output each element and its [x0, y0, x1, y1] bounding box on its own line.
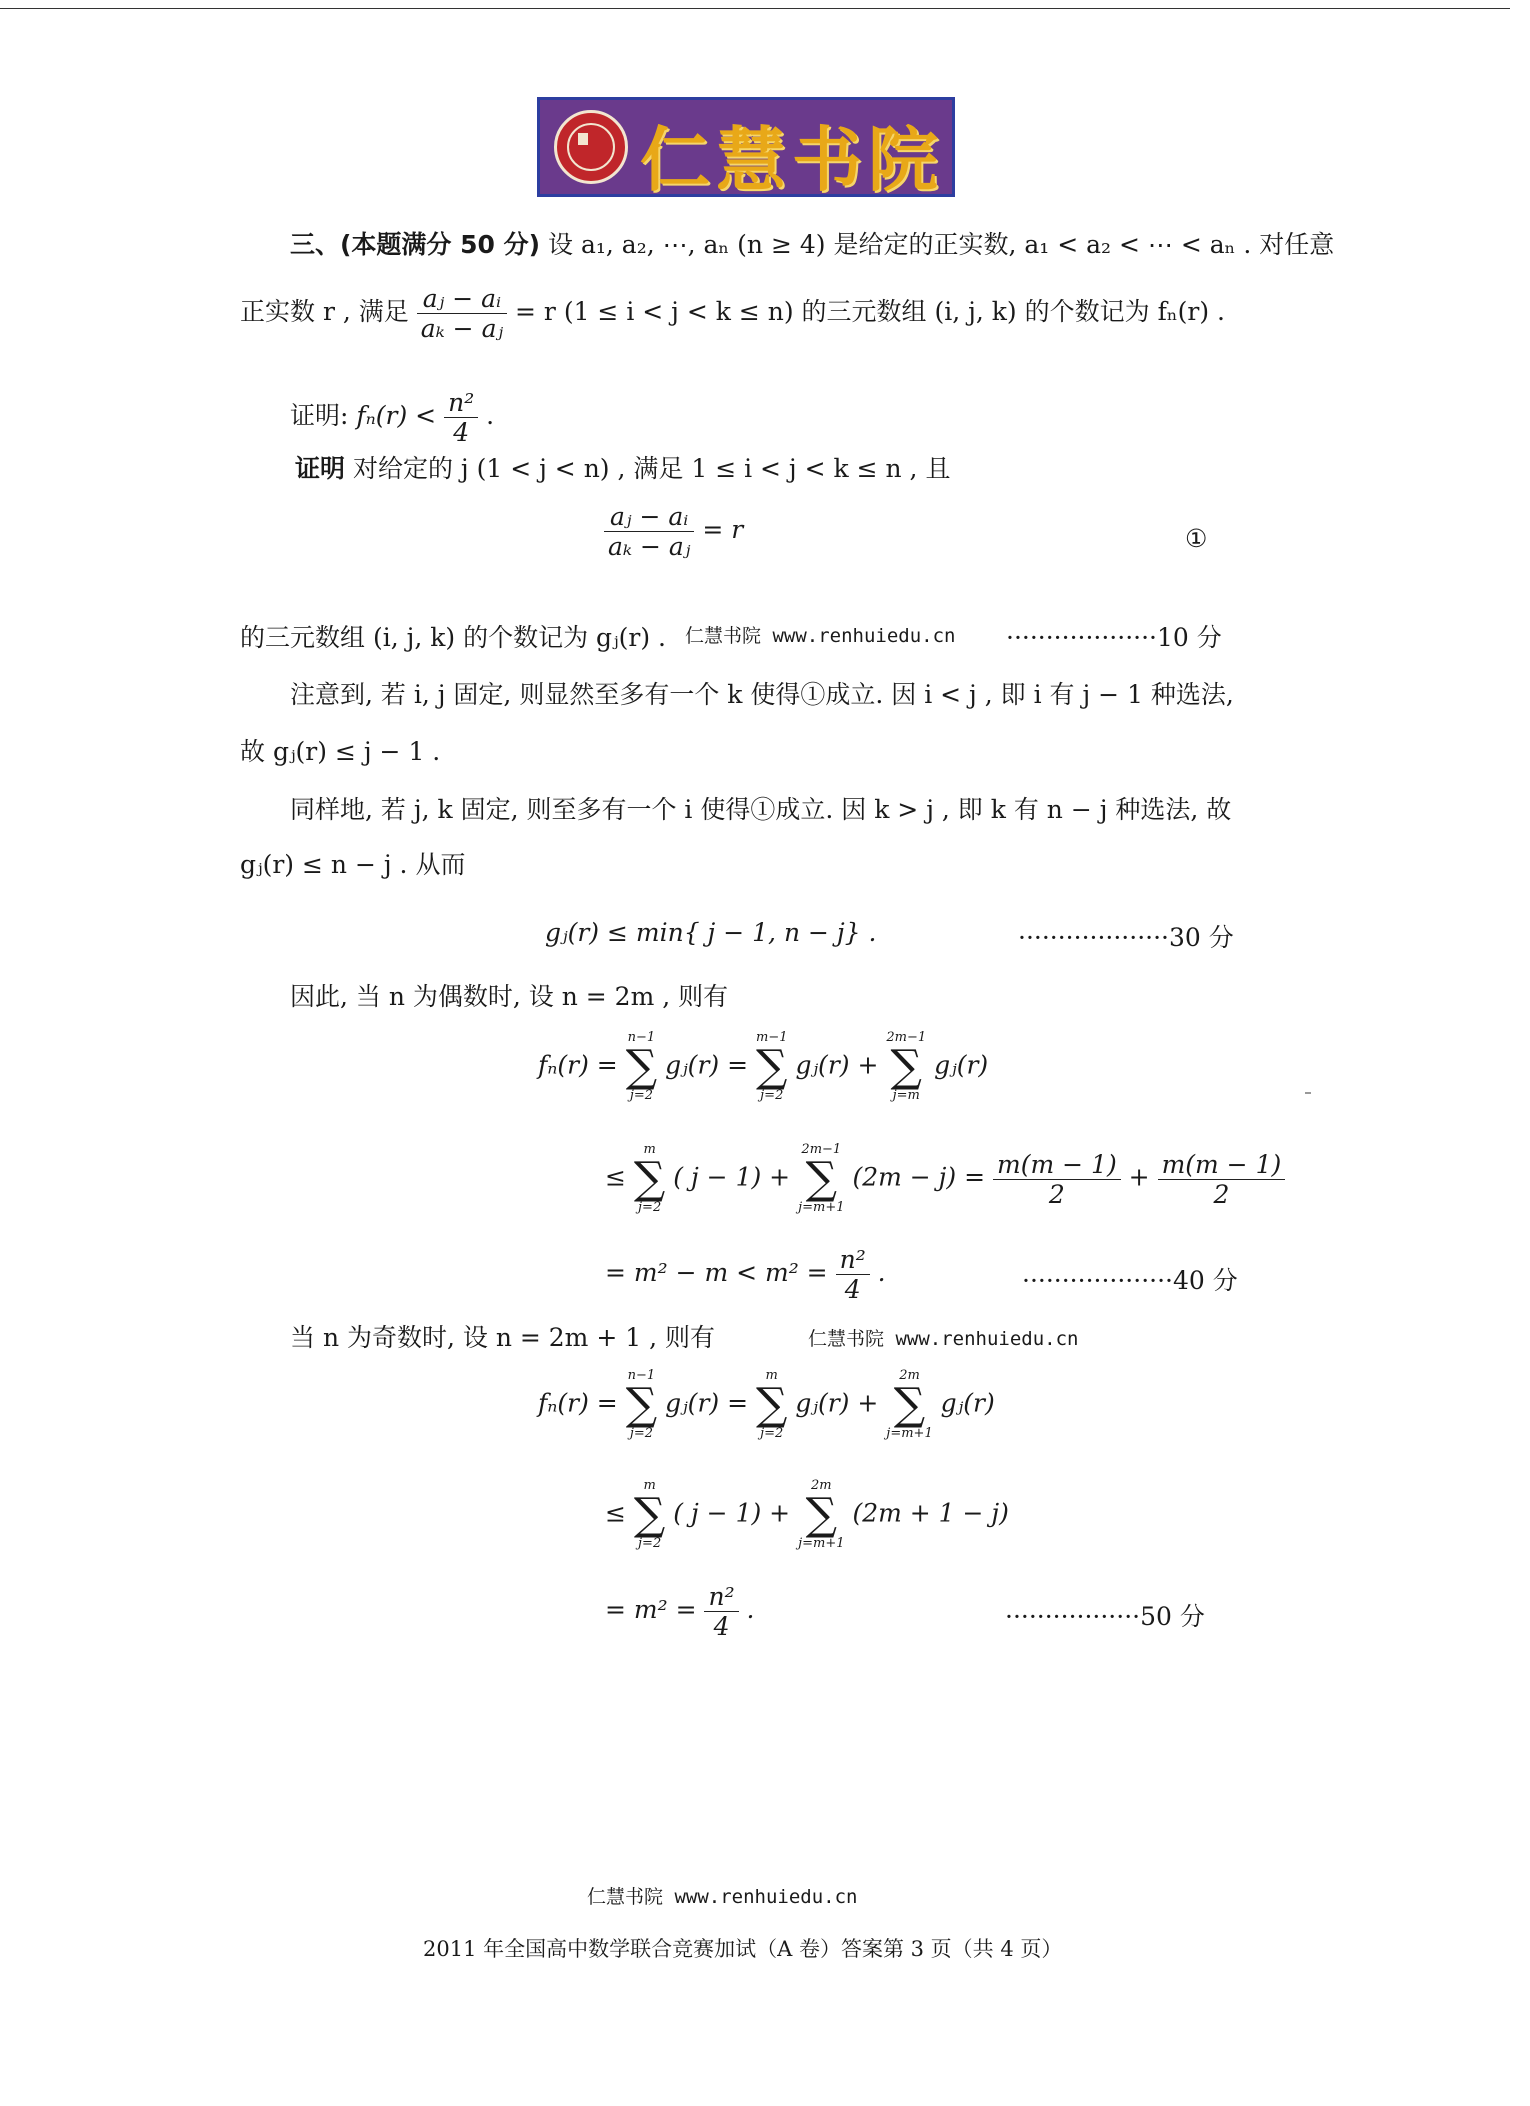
score-50: ·················50 分 — [1005, 1602, 1205, 1631]
proof-line-5: 同样地, 若 j, k 固定, 则至多有一个 i 使得①成立. 因 k > j , 即 k 有 n − j 种选法, 故 — [290, 795, 1232, 824]
equation-1-tag: ① — [1185, 524, 1208, 553]
watermark-1: 仁慧书院 www.renhuiedu.cn — [685, 625, 956, 647]
even-equation-1: fₙ(r) = n−1 ∑ j=2 gⱼ(r) = m−1 ∑ j=2 gⱼ(r) + 2m−1 ∑ j=m gⱼ(r) — [538, 1030, 989, 1103]
watermark-3: 仁慧书院 www.renhuiedu.cn — [587, 1886, 858, 1908]
problem-header: 三、(本题满分 50 分) — [290, 230, 541, 259]
proof-line-4: 故 gⱼ(r) ≤ j − 1 . — [240, 737, 441, 766]
equation-1: $\frac{\text{aⱼ − aᵢ}}{\text{aₖ − aⱼ}}$ = r — [604, 502, 743, 561]
banner — [537, 97, 955, 201]
watermark-2: 仁慧书院 www.renhuiedu.cn — [808, 1328, 1079, 1350]
seal-logo-icon — [554, 110, 628, 184]
proof-line-7: 因此, 当 n 为偶数时, 设 n = 2m , 则有 — [290, 982, 729, 1011]
proof-line-1: 证明 对给定的 j (1 < j < n) , 满足 1 ≤ i < j < k ≤ n , 且 — [295, 454, 951, 483]
problem-line-1 — [290, 225, 1334, 261]
problem-line-2: 正实数 r , 满足 $\frac{\text{aⱼ − aᵢ}}{\text{aₖ − aⱼ}}$ = r (1 ≤ i < j < k ≤ n) 的三元数组 (i, j, k) 的个数记为 fₙ(r) . — [240, 284, 1225, 343]
proof-line-8: 当 n 为奇数时, 设 n = 2m + 1 , 则有 — [290, 1323, 715, 1352]
odd-equation-2: ≤ m ∑ j=2 ( j − 1) + 2m ∑ j=m+1 (2m + 1 − j) — [605, 1478, 1009, 1551]
odd-equation-1: fₙ(r) = n−1 ∑ j=2 gⱼ(r) = m ∑ j=2 gⱼ(r) + 2m ∑ j=m+1 gⱼ(r) — [538, 1368, 995, 1441]
top-rule — [0, 8, 1510, 9]
proof-label: 证明 — [295, 454, 346, 483]
score-40: ···················40 分 — [1022, 1266, 1238, 1295]
even-equation-3: = m² − m < m² = $\frac{\text{n²}}{4}$ . — [605, 1245, 886, 1304]
scan-mark — [1305, 1092, 1311, 1094]
page-footer: 2011 年全国高中数学联合竞赛加试（A 卷）答案第 3 页（共 4 页） — [423, 1937, 1063, 1961]
proof-line-2: 的三元数组 (i, j, k) 的个数记为 gⱼ(r) . — [240, 623, 666, 652]
problem-text-1: 设 a₁, a₂, ⋯, aₙ (n ≥ 4) 是给定的正实数, a₁ < a₂ < ⋯ < aₙ . 对任意 — [548, 230, 1335, 259]
proof-line-6: gⱼ(r) ≤ n − j . 从而 — [240, 850, 466, 879]
prove-statement: 证明: fₙ(r) < $\frac{\text{n²}}{4}$ . — [290, 388, 495, 447]
odd-equation-3: = m² = $\frac{\text{n²}}{4}$ . — [605, 1582, 755, 1641]
even-equation-2: ≤ m ∑ j=2 ( j − 1) + 2m−1 ∑ j=m+1 (2m − j) = $\frac{m(m - 1)}{2}$ + $\frac{m(m - 1)}{2}$ — [605, 1142, 1285, 1216]
equation-2: gⱼ(r) ≤ min{ j − 1, n − j} . — [545, 918, 877, 947]
proof-line-3: 注意到, 若 i, j 固定, 则显然至多有一个 k 使得①成立. 因 i < j , 即 i 有 j − 1 种选法, — [290, 680, 1234, 709]
score-10: ···················10 分 — [1006, 623, 1222, 652]
score-30: ···················30 分 — [1018, 923, 1234, 952]
banner-title: 仁慧书院 — [640, 119, 944, 201]
